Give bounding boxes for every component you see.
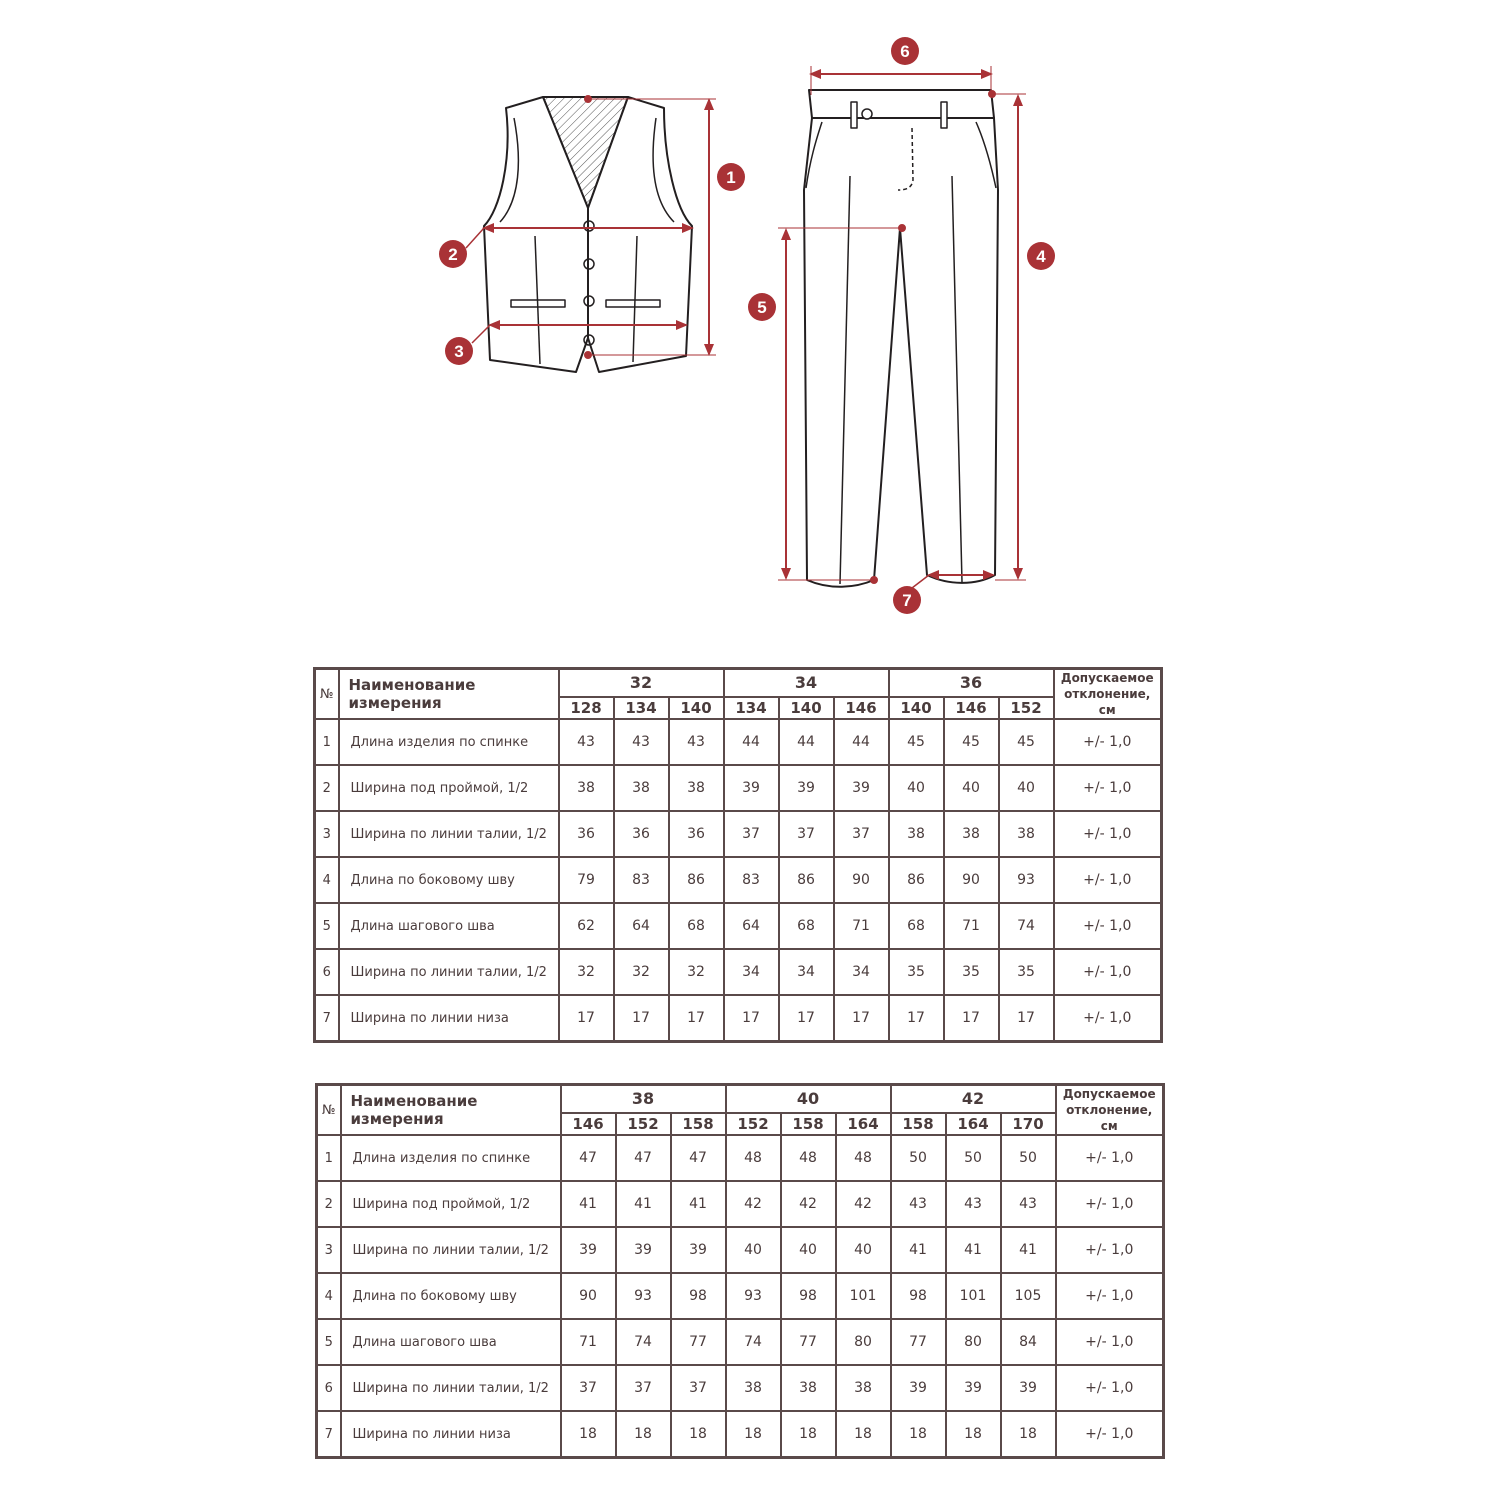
- measurement-value: 74: [726, 1319, 781, 1365]
- measurement-name: Длина шагового шва: [339, 903, 559, 949]
- measurement-value: 43: [891, 1181, 946, 1227]
- measurement-value: 38: [559, 765, 614, 811]
- measurement-value: 37: [671, 1365, 726, 1411]
- measurement-value: 36: [614, 811, 669, 857]
- measurement-value: 38: [781, 1365, 836, 1411]
- row-number: 4: [315, 857, 339, 903]
- table-row: [317, 1181, 1164, 1227]
- table-row: [317, 1411, 1164, 1458]
- measurement-value: 62: [559, 903, 614, 949]
- measurement-value: 42: [781, 1181, 836, 1227]
- measurement-value: 38: [889, 811, 944, 857]
- measurement-value: 36: [559, 811, 614, 857]
- measurement-value: 42: [726, 1181, 781, 1227]
- measurement-value: 17: [999, 995, 1054, 1042]
- measurement-value: 77: [671, 1319, 726, 1365]
- measurement-value: 38: [726, 1365, 781, 1411]
- header-size: 38: [561, 1085, 726, 1113]
- measurement-value: 32: [614, 949, 669, 995]
- header-height: 146: [944, 697, 999, 719]
- measurement-value: 17: [614, 995, 669, 1042]
- measurement-name: Ширина по линии талии, 1/2: [339, 949, 559, 995]
- measurement-value: 86: [889, 857, 944, 903]
- size-table-2-body: [317, 1135, 1164, 1458]
- measurement-value: 90: [561, 1273, 616, 1319]
- measurement-value: 40: [781, 1227, 836, 1273]
- measurement-value: 74: [616, 1319, 671, 1365]
- header-height: 152: [999, 697, 1054, 719]
- row-number: 7: [317, 1411, 341, 1458]
- measurement-value: 101: [836, 1273, 891, 1319]
- measurement-value: 41: [671, 1181, 726, 1227]
- measurement-value: 80: [946, 1319, 1001, 1365]
- measurement-value: 48: [781, 1135, 836, 1181]
- deviation-value: +/- 1,0: [1056, 1273, 1164, 1319]
- measurement-value: 39: [834, 765, 889, 811]
- callout-6: [891, 37, 919, 65]
- measurement-value: 39: [616, 1227, 671, 1273]
- callout-4-label: 4: [1036, 247, 1046, 266]
- measurement-value: 35: [889, 949, 944, 995]
- measurement-value: 18: [671, 1411, 726, 1458]
- row-number: 5: [317, 1319, 341, 1365]
- header-height: 146: [561, 1113, 616, 1135]
- measurement-value: 34: [724, 949, 779, 995]
- measurement-value: 64: [724, 903, 779, 949]
- header-deviation: Допускаемое отклонение, см: [1054, 669, 1162, 720]
- header-deviation: Допускаемое отклонение, см: [1056, 1085, 1164, 1136]
- measurement-value: 40: [889, 765, 944, 811]
- measurement-value: 18: [836, 1411, 891, 1458]
- header-height: 158: [891, 1113, 946, 1135]
- trousers-belt-loop: [851, 102, 857, 128]
- measurement-value: 44: [834, 719, 889, 765]
- row-number: 2: [317, 1181, 341, 1227]
- header-height: 152: [616, 1113, 671, 1135]
- measurement-value: 39: [1001, 1365, 1056, 1411]
- garment-illustration: [0, 0, 1500, 640]
- measurement-value: 68: [889, 903, 944, 949]
- table-row: [315, 995, 1162, 1042]
- measurement-value: 32: [559, 949, 614, 995]
- measurement-value: 83: [724, 857, 779, 903]
- header-height: 128: [559, 697, 614, 719]
- table-row: [315, 903, 1162, 949]
- measurement-value: 68: [779, 903, 834, 949]
- table-row: [317, 1227, 1164, 1273]
- callout-4: [1027, 242, 1055, 270]
- measurement-value: 37: [779, 811, 834, 857]
- measurement-value: 43: [946, 1181, 1001, 1227]
- header-measurement-name: Наименование измерения: [341, 1085, 561, 1136]
- trousers-waistband: [809, 90, 994, 118]
- measurement-value: 41: [1001, 1227, 1056, 1273]
- measurement-value: 93: [999, 857, 1054, 903]
- measurement-name: Ширина под проймой, 1/2: [341, 1181, 561, 1227]
- measurement-value: 43: [614, 719, 669, 765]
- measurement-value: 43: [1001, 1181, 1056, 1227]
- callout-2-label: 2: [448, 245, 458, 264]
- measurement-value: 83: [614, 857, 669, 903]
- measurement-value: 45: [944, 719, 999, 765]
- measurement-value: 36: [669, 811, 724, 857]
- measurement-value: 39: [946, 1365, 1001, 1411]
- measurement-value: 40: [944, 765, 999, 811]
- table-row: [317, 1273, 1164, 1319]
- callout-3-label: 3: [454, 342, 464, 361]
- measurement-value: 105: [1001, 1273, 1056, 1319]
- measurement-value: 86: [779, 857, 834, 903]
- measurement-value: 41: [946, 1227, 1001, 1273]
- header-height: 152: [726, 1113, 781, 1135]
- deviation-value: +/- 1,0: [1054, 811, 1162, 857]
- measurement-name: Длина шагового шва: [341, 1319, 561, 1365]
- callout-7-label: 7: [902, 591, 912, 610]
- measurement-value: 18: [1001, 1411, 1056, 1458]
- header-height: 140: [669, 697, 724, 719]
- table-row: [315, 857, 1162, 903]
- header-size: 40: [726, 1085, 891, 1113]
- measurement-value: 47: [616, 1135, 671, 1181]
- measurement-value: 41: [891, 1227, 946, 1273]
- measurement-value: 90: [944, 857, 999, 903]
- deviation-value: +/- 1,0: [1054, 857, 1162, 903]
- measurement-value: 40: [836, 1227, 891, 1273]
- measurement-value: 48: [836, 1135, 891, 1181]
- measurement-name: Ширина по линии талии, 1/2: [341, 1227, 561, 1273]
- header-height: 140: [779, 697, 834, 719]
- callout-7: [893, 586, 921, 614]
- row-number: 6: [317, 1365, 341, 1411]
- measurement-value: 71: [561, 1319, 616, 1365]
- table-row: [317, 1135, 1164, 1181]
- table-row: [315, 765, 1162, 811]
- measurement-value: 34: [834, 949, 889, 995]
- row-number: 4: [317, 1273, 341, 1319]
- row-number: 5: [315, 903, 339, 949]
- measurement-value: 39: [561, 1227, 616, 1273]
- row-number: 1: [317, 1135, 341, 1181]
- trousers-legs: [804, 118, 998, 587]
- measurement-value: 39: [891, 1365, 946, 1411]
- measurement-value: 41: [561, 1181, 616, 1227]
- measurement-value: 18: [891, 1411, 946, 1458]
- header-number: №: [317, 1085, 341, 1136]
- row-number: 3: [315, 811, 339, 857]
- table-row: [317, 1319, 1164, 1365]
- measurement-value: 43: [559, 719, 614, 765]
- measurement-value: 74: [999, 903, 1054, 949]
- deviation-value: +/- 1,0: [1056, 1365, 1164, 1411]
- measurement-value: 98: [671, 1273, 726, 1319]
- measurement-value: 18: [946, 1411, 1001, 1458]
- measurement-value: 47: [671, 1135, 726, 1181]
- measurement-value: 68: [669, 903, 724, 949]
- measurement-value: 47: [561, 1135, 616, 1181]
- measurement-value: 40: [726, 1227, 781, 1273]
- measurement-value: 18: [616, 1411, 671, 1458]
- measurement-value: 38: [614, 765, 669, 811]
- callout-5-label: 5: [757, 298, 767, 317]
- measurement-value: 64: [614, 903, 669, 949]
- header-height: 158: [781, 1113, 836, 1135]
- table-row: [315, 949, 1162, 995]
- callout-3: [445, 325, 490, 365]
- measurement-value: 50: [946, 1135, 1001, 1181]
- table-row: [315, 719, 1162, 765]
- measurement-value: 80: [836, 1319, 891, 1365]
- callout-1: [717, 163, 745, 191]
- measurement-name: Ширина по линии низа: [339, 995, 559, 1042]
- measurement-value: 17: [669, 995, 724, 1042]
- measurement-value: 84: [1001, 1319, 1056, 1365]
- callout-5: [748, 293, 776, 321]
- size-table-1: [313, 667, 1163, 1043]
- header-height: 158: [671, 1113, 726, 1135]
- measurement-value: 38: [944, 811, 999, 857]
- header-height: 164: [836, 1113, 891, 1135]
- deviation-value: +/- 1,0: [1056, 1319, 1164, 1365]
- callout-2: [439, 228, 484, 268]
- trousers-button: [862, 109, 872, 119]
- measurement-value: 98: [781, 1273, 836, 1319]
- row-number: 2: [315, 765, 339, 811]
- header-height: 134: [614, 697, 669, 719]
- measurement-value: 45: [889, 719, 944, 765]
- measurement-value: 71: [834, 903, 889, 949]
- measurement-value: 18: [726, 1411, 781, 1458]
- measurement-name: Длина изделия по спинке: [339, 719, 559, 765]
- header-height: 134: [724, 697, 779, 719]
- measurement-value: 71: [944, 903, 999, 949]
- measurement-value: 77: [781, 1319, 836, 1365]
- measurement-value: 35: [944, 949, 999, 995]
- measurement-value: 39: [671, 1227, 726, 1273]
- header-height: 140: [889, 697, 944, 719]
- deviation-value: +/- 1,0: [1056, 1411, 1164, 1458]
- measurement-value: 50: [1001, 1135, 1056, 1181]
- trousers-drawing: [804, 90, 998, 587]
- measurement-value: 86: [669, 857, 724, 903]
- measurement-value: 37: [834, 811, 889, 857]
- measurement-value: 45: [999, 719, 1054, 765]
- measurement-value: 17: [724, 995, 779, 1042]
- row-number: 3: [317, 1227, 341, 1273]
- measurement-value: 44: [779, 719, 834, 765]
- measurement-value: 39: [779, 765, 834, 811]
- measurement-value: 44: [724, 719, 779, 765]
- measurement-value: 35: [999, 949, 1054, 995]
- deviation-value: +/- 1,0: [1056, 1135, 1164, 1181]
- measurement-value: 90: [834, 857, 889, 903]
- measurement-value: 41: [616, 1181, 671, 1227]
- table-row: [317, 1365, 1164, 1411]
- measurement-value: 17: [834, 995, 889, 1042]
- measurement-value: 38: [669, 765, 724, 811]
- row-number: 1: [315, 719, 339, 765]
- measurement-value: 79: [559, 857, 614, 903]
- measurement-name: Длина по боковому шву: [339, 857, 559, 903]
- size-table-1-body: [315, 719, 1162, 1042]
- deviation-value: +/- 1,0: [1054, 903, 1162, 949]
- measurement-value: 18: [561, 1411, 616, 1458]
- row-number: 6: [315, 949, 339, 995]
- measurement-value: 17: [889, 995, 944, 1042]
- measurement-name: Ширина по линии талии, 1/2: [339, 811, 559, 857]
- header-height: 170: [1001, 1113, 1056, 1135]
- row-number: 7: [315, 995, 339, 1042]
- header-measurement-name: Наименование измерения: [339, 669, 559, 720]
- measurement-name: Ширина по линии талии, 1/2: [341, 1365, 561, 1411]
- measurement-value: 42: [836, 1181, 891, 1227]
- header-height: 146: [834, 697, 889, 719]
- header-number: №: [315, 669, 339, 720]
- vest-drawing: [484, 97, 692, 372]
- measurement-value: 38: [999, 811, 1054, 857]
- deviation-value: +/- 1,0: [1056, 1227, 1164, 1273]
- callout-1-label: 1: [726, 168, 736, 187]
- deviation-value: +/- 1,0: [1054, 995, 1162, 1042]
- measurement-value: 37: [616, 1365, 671, 1411]
- measurement-value: 34: [779, 949, 834, 995]
- deviation-value: +/- 1,0: [1054, 719, 1162, 765]
- header-size: 36: [889, 669, 1054, 697]
- measurement-value: 40: [999, 765, 1054, 811]
- measurement-name: Длина по боковому шву: [341, 1273, 561, 1319]
- measurement-value: 17: [944, 995, 999, 1042]
- measurement-value: 38: [836, 1365, 891, 1411]
- measurement-name: Ширина по линии низа: [341, 1411, 561, 1458]
- measurement-value: 77: [891, 1319, 946, 1365]
- deviation-value: +/- 1,0: [1054, 765, 1162, 811]
- header-size: 32: [559, 669, 724, 697]
- header-size: 34: [724, 669, 889, 697]
- size-table-2: [315, 1083, 1165, 1459]
- measurement-value: 17: [779, 995, 834, 1042]
- measurement-value: 43: [669, 719, 724, 765]
- trousers-belt-loop: [941, 102, 947, 128]
- measurement-value: 39: [724, 765, 779, 811]
- header-height: 164: [946, 1113, 1001, 1135]
- measurement-value: 48: [726, 1135, 781, 1181]
- deviation-value: +/- 1,0: [1054, 949, 1162, 995]
- measurement-value: 101: [946, 1273, 1001, 1319]
- measurement-value: 32: [669, 949, 724, 995]
- measurement-value: 98: [891, 1273, 946, 1319]
- measurement-value: 50: [891, 1135, 946, 1181]
- measurement-name: Длина изделия по спинке: [341, 1135, 561, 1181]
- measurement-value: 37: [561, 1365, 616, 1411]
- table-row: [315, 811, 1162, 857]
- header-size: 42: [891, 1085, 1056, 1113]
- callout-6-label: 6: [900, 42, 910, 61]
- measurement-value: 93: [616, 1273, 671, 1319]
- measurement-value: 18: [781, 1411, 836, 1458]
- measurement-value: 17: [559, 995, 614, 1042]
- measurement-name: Ширина под проймой, 1/2: [339, 765, 559, 811]
- measurement-value: 93: [726, 1273, 781, 1319]
- deviation-value: +/- 1,0: [1056, 1181, 1164, 1227]
- measurement-value: 37: [724, 811, 779, 857]
